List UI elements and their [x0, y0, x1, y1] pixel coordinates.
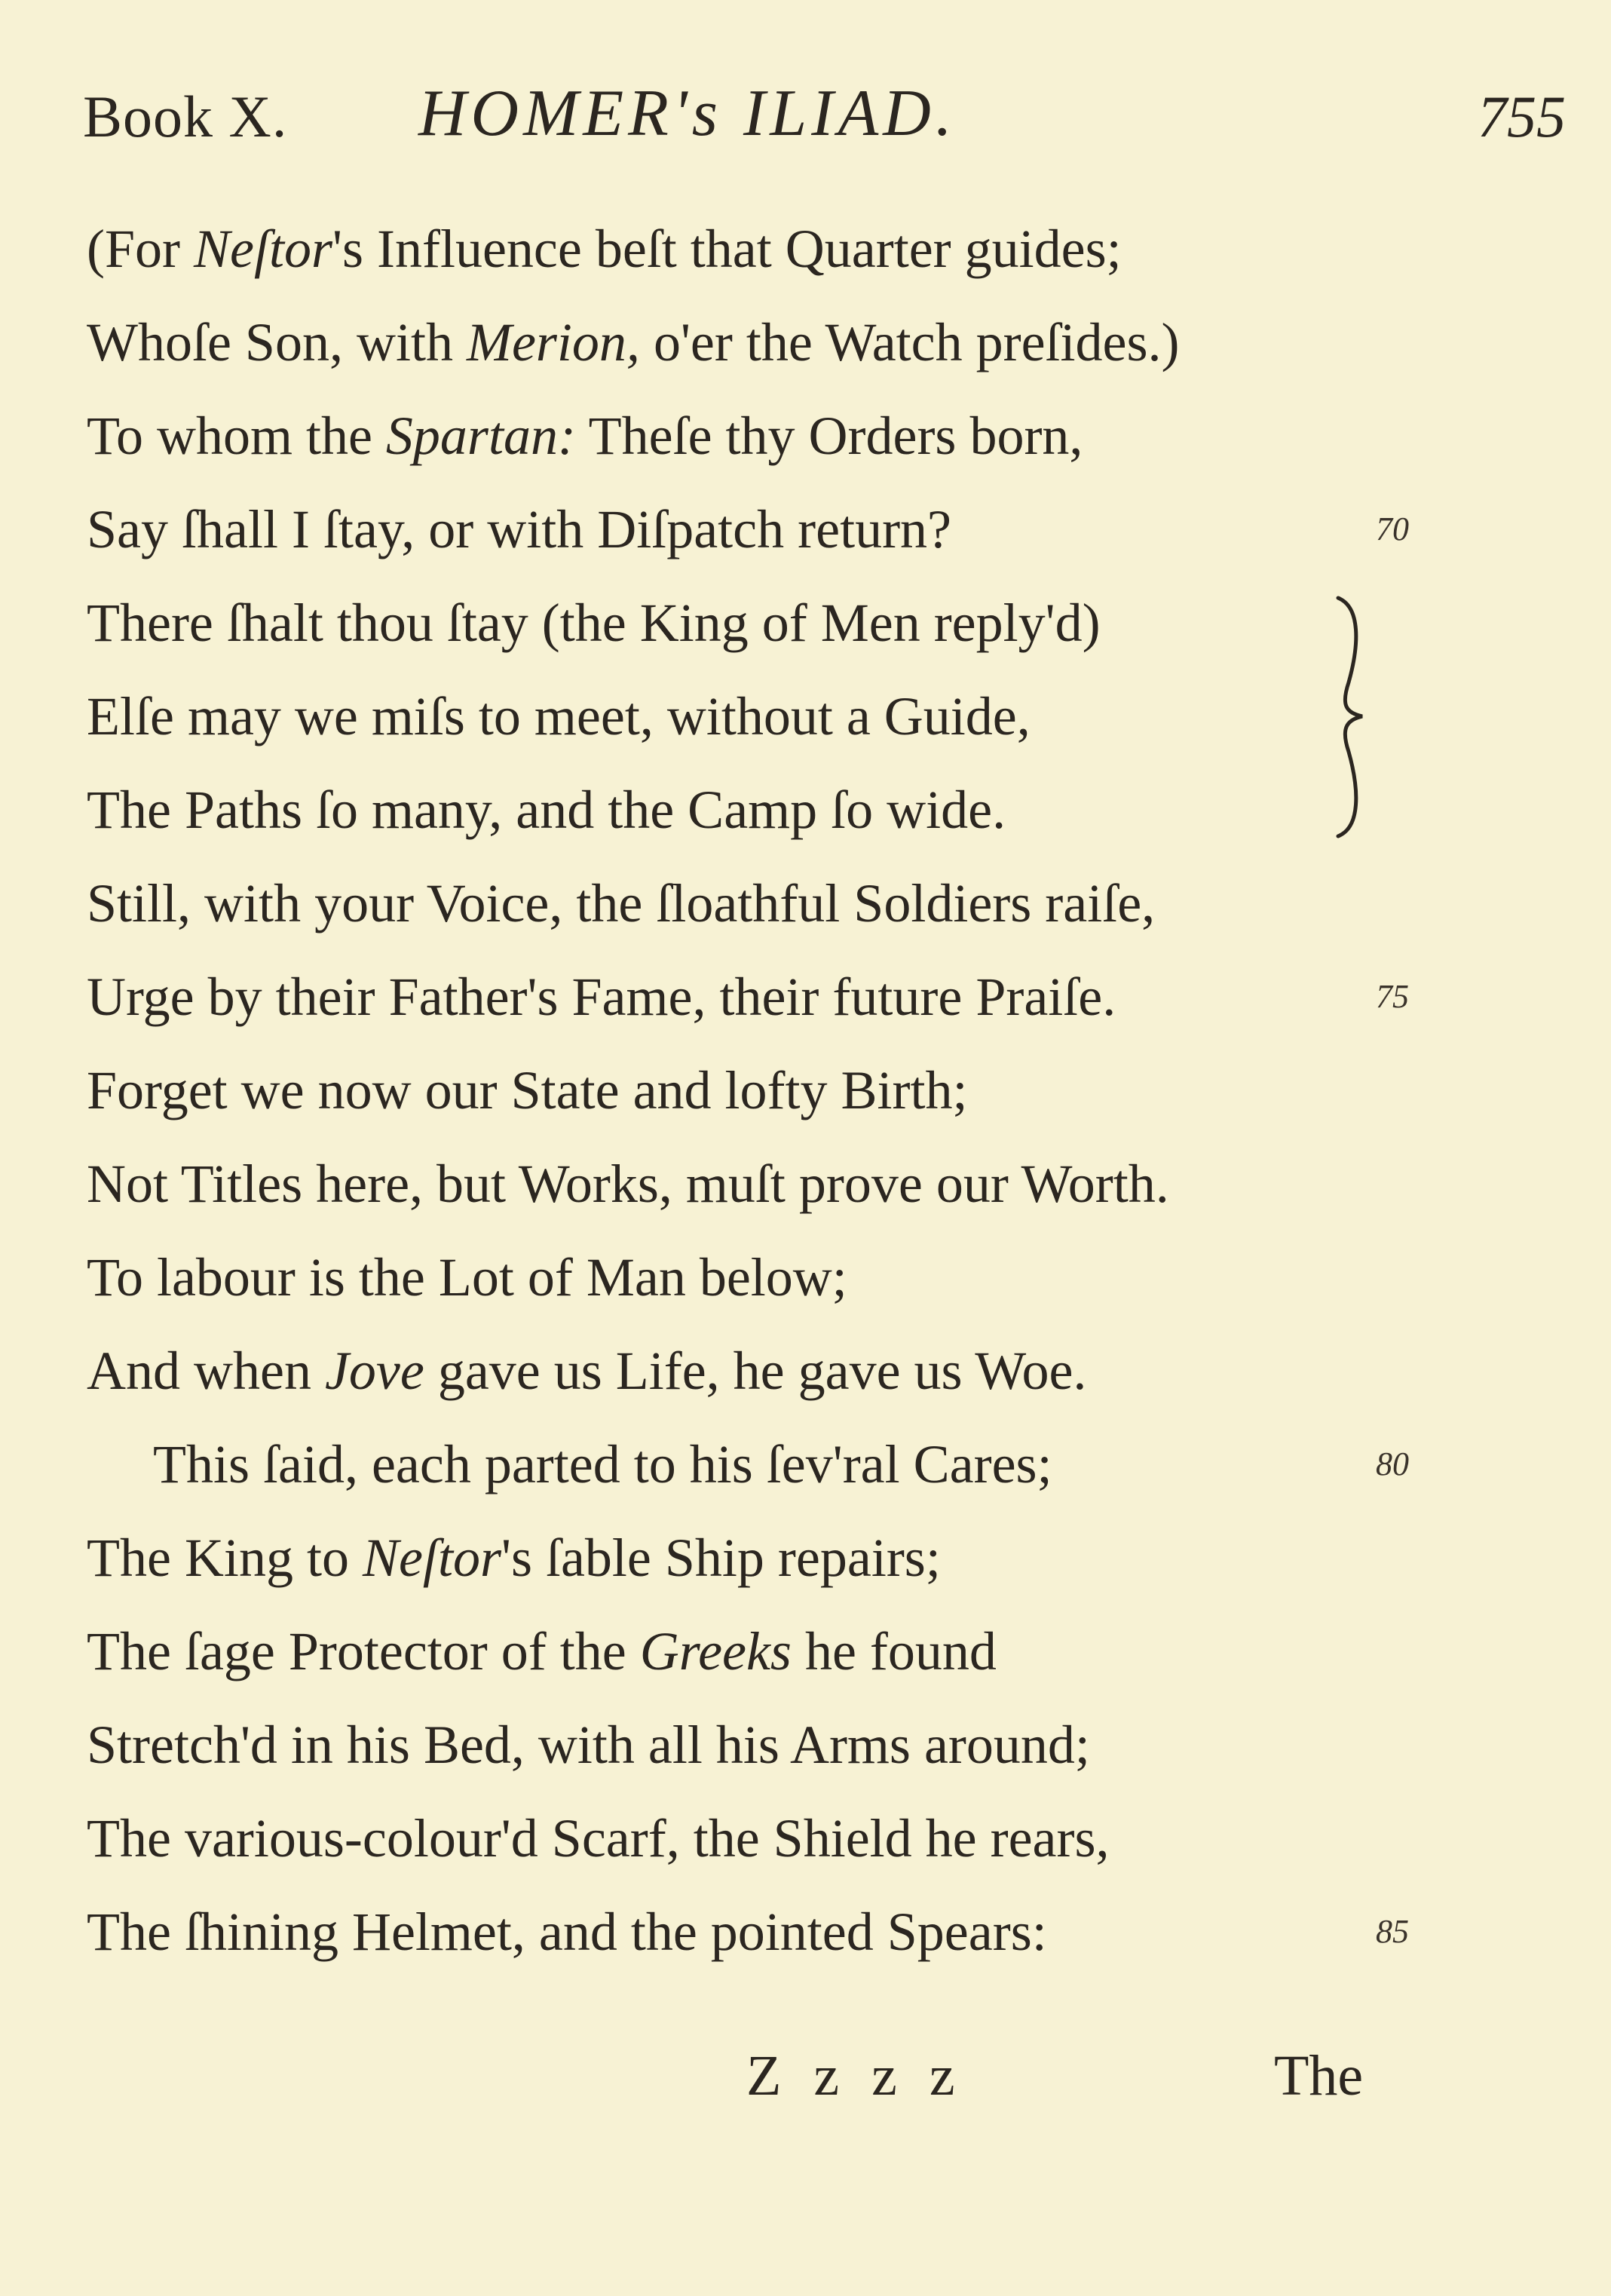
verse-text: o'er the Watch preſides.) [639, 312, 1180, 372]
verse-text: And when [87, 1341, 325, 1401]
verse-text: Elſe may we miſs to meet, without a Guide, [87, 686, 1031, 746]
verse-text: gave us Life, he gave us Woe. [424, 1341, 1087, 1401]
verse-text: This ſaid, each parted to his ſev'ral Cares; [153, 1434, 1052, 1494]
verse-line [87, 1418, 1534, 1511]
verse-line [87, 950, 1534, 1044]
verse-line [87, 670, 1534, 763]
verse-text: Say ſhall I ſtay, or with Diſpatch return? [87, 499, 952, 559]
verse-text: The Paths ſo many, and the Camp ſo wide. [87, 780, 1006, 840]
verse-text: There ſhalt thou ſtay (the King of Men reply'd) [87, 593, 1101, 653]
verse-line [87, 202, 1534, 296]
line-number: 80 [1376, 1445, 1409, 1482]
verse-text: Theſe thy Orders born, [575, 406, 1083, 466]
verse-line [87, 483, 1534, 576]
verse-line [87, 1511, 1534, 1605]
verse-text: Forget we now our State and lofty Birth; [87, 1060, 968, 1120]
verse-line [87, 1324, 1534, 1418]
verse-text: Still, with your Voice, the ſloathful Soldiers raiſe, [87, 873, 1156, 933]
verse-text: 's Influence beſt that Quarter guides; [332, 219, 1122, 279]
book-label: Book X. [83, 84, 288, 149]
verse-text: To labour is the Lot of Man below; [87, 1247, 847, 1307]
italic-name: Neſtor [362, 1528, 501, 1588]
verse-line [87, 1885, 1534, 1979]
verse-line [87, 1231, 1534, 1324]
catchword: The [1274, 2044, 1364, 2107]
work-title: HOMER's ILIAD. [418, 77, 957, 150]
line-number: 70 [1376, 510, 1409, 547]
verse-text: The King to [87, 1528, 363, 1588]
verse-text: he found [791, 1621, 997, 1681]
italic-name: Spartan: [385, 406, 576, 466]
verse-line [87, 763, 1534, 857]
verse-text: (For [87, 219, 194, 279]
verse-text: Not Titles here, but Works, muſt prove our Worth. [87, 1154, 1169, 1214]
verse-text: 's ſable Ship repairs; [501, 1528, 941, 1588]
verse-block [87, 202, 1534, 1979]
verse-line [87, 576, 1534, 670]
italic-name: Jove [324, 1341, 424, 1401]
italic-name: Merion, [466, 312, 640, 372]
running-head [0, 75, 1611, 158]
signature-mark: Z z z z [746, 2044, 964, 2107]
page-footer [0, 2043, 1611, 2134]
verse-text: To whom the [87, 406, 386, 466]
verse-line [87, 1698, 1534, 1792]
verse-line [87, 1792, 1534, 1885]
page-number: 755 [1478, 84, 1566, 149]
triplet-brace-icon [1323, 592, 1376, 841]
italic-name: Neſtor [194, 219, 333, 279]
verse-line [87, 1605, 1534, 1698]
verse-line [87, 389, 1534, 483]
verse-line [87, 857, 1534, 950]
verse-text: Stretch'd in his Bed, with all his Arms around; [87, 1715, 1090, 1775]
verse-text: Whoſe Son, with [87, 312, 467, 372]
verse-line [87, 1137, 1534, 1231]
verse-line [87, 1044, 1534, 1137]
verse-line [87, 296, 1534, 389]
italic-name: Greeks [639, 1621, 792, 1681]
verse-text: The various-colour'd Scarf, the Shield he rears, [87, 1808, 1110, 1868]
verse-text: The ſhining Helmet, and the pointed Spears: [87, 1902, 1047, 1962]
verse-text: Urge by their Father's Fame, their future Praiſe. [87, 967, 1116, 1027]
line-number: 85 [1376, 1913, 1409, 1950]
verse-text: The ſage Protector of the [87, 1621, 640, 1681]
line-number: 75 [1376, 978, 1409, 1015]
